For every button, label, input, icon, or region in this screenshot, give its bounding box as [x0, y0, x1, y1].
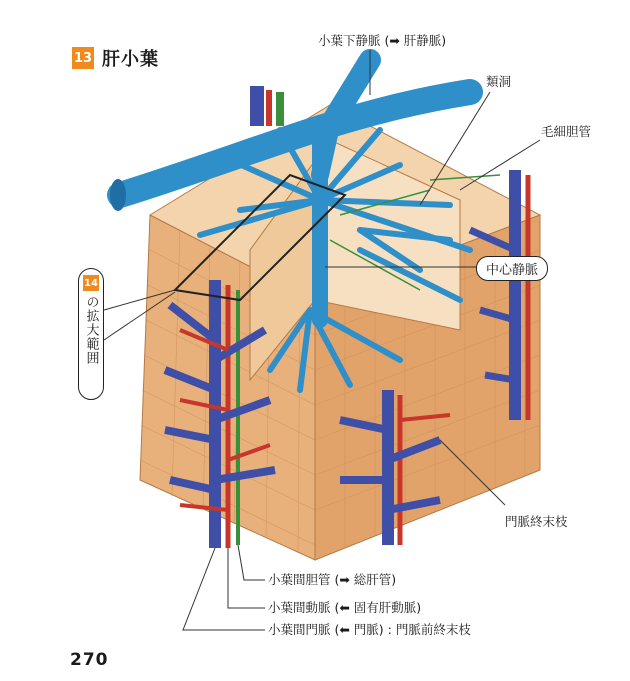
figure-number-badge: 13	[72, 47, 94, 69]
label-sublobular-vein: 小葉下静脈 (➡ 肝静脈)	[318, 33, 447, 48]
label-interlobular-portal-vein: 小葉間門脈 (⬅ 門脈) : 門脈前終末枝	[268, 622, 471, 637]
figure-title-text: 肝小葉	[102, 49, 159, 70]
figure-title	[72, 46, 159, 70]
inset-reference-text: の拡大範囲	[83, 295, 99, 365]
label-central-vein: 中心静脈	[476, 256, 548, 281]
page-number: 270	[70, 650, 109, 670]
label-bile-canaliculus: 毛細胆管	[541, 124, 592, 139]
label-interlobular-bile-duct: 小葉間胆管 (➡ 総肝管)	[268, 572, 397, 587]
inset-reference-box	[78, 268, 104, 400]
inset-number-badge: 14	[83, 275, 99, 291]
label-interlobular-artery: 小葉間動脈 (⬅ 固有肝動脈)	[268, 600, 422, 615]
label-sinusoid: 類洞	[486, 74, 512, 89]
corner-vessels-top	[250, 86, 284, 126]
label-portal-terminal: 門脈終末枝	[505, 514, 568, 529]
